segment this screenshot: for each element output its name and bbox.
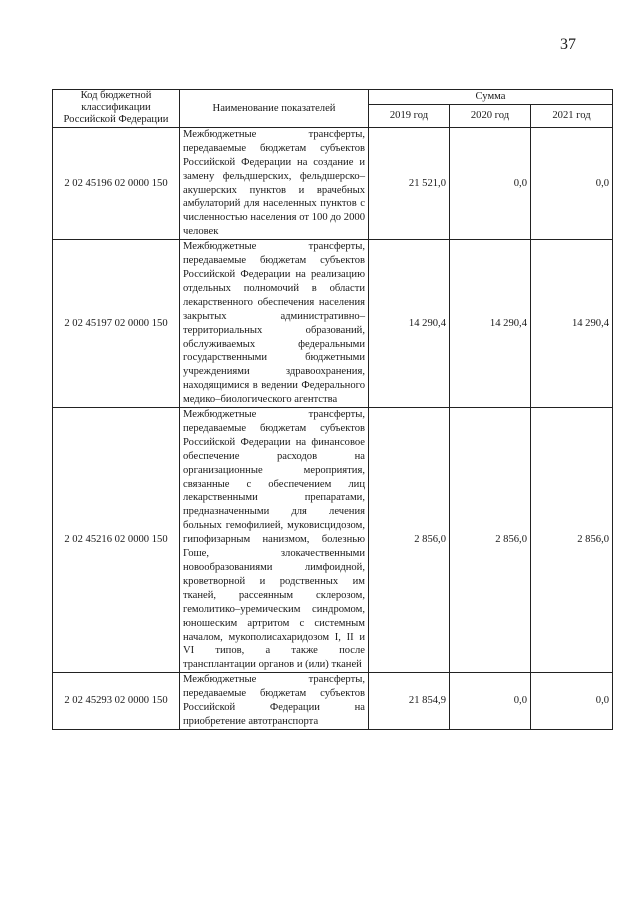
row-name: Межбюджетные трансферты, передаваемые бюджетам субъектов Российской Федерации на создание и замену фельдшерских, фельдшерско–акушерских пунктов и врачебных амбулаторий для населенных пунктов с численностью населения от 100 до 2000 человек [180,127,369,239]
row-name: Межбюджетные трансферты, передаваемые бюджетам субъектов Российской Федерации на реализацию отдельных полномочий в области лекарственного обеспечения населения закрытых административно–территориальных образований, обслуживаемых федеральными государственными бюджетными учреждениями здравоохранения, находящимися в ведении Федерального медико–биологического агентства [180,240,369,408]
row-value-2020: 14 290,4 [450,240,531,408]
row-value-2021: 2 856,0 [531,408,613,673]
row-value-2019: 14 290,4 [369,240,450,408]
page-number: 37 [560,36,576,53]
row-value-2021: 0,0 [531,673,613,730]
row-value-2019: 2 856,0 [369,408,450,673]
row-code: 2 02 45216 02 0000 150 [53,408,180,673]
row-name: Межбюджетные трансферты, передаваемые бюджетам субъектов Российской Федерации на финансовое обеспечение расходов на организационные мероприятия, связанные с обеспечением лиц лекарственными препаратами, предназначенными для лечения больных гемофилией, муковисцидозом, гипофизарным нанизмом, болезнью Гоше, злокачественными новообразованиями лимфоидной, кроветворной и родственных им тканей, рассеянным склерозом, гемолитико–уремическим синдромом, юношеским артритом с системным началом, мукополисахаридозом I, II и VI типов, а также после трансплантации органов и (или) тканей [180,408,369,673]
row-value-2020: 0,0 [450,673,531,730]
header-year-2021: 2021 год [531,104,613,127]
header-sum: Сумма [369,90,613,105]
table-row [53,240,613,408]
table-row [53,127,613,239]
row-value-2019: 21 521,0 [369,127,450,239]
header-name: Наименование показателей [180,90,369,128]
row-code: 2 02 45293 02 0000 150 [53,673,180,730]
row-value-2021: 0,0 [531,127,613,239]
row-code: 2 02 45197 02 0000 150 [53,240,180,408]
row-value-2021: 14 290,4 [531,240,613,408]
table-row [53,673,613,730]
table-header-row [53,90,613,105]
row-name: Межбюджетные трансферты, передаваемые бюджетам субъектов Российской Федерации на приобретение автотранспорта [180,673,369,730]
header-year-2019: 2019 год [369,104,450,127]
table-row [53,408,613,673]
row-code: 2 02 45196 02 0000 150 [53,127,180,239]
header-year-2020: 2020 год [450,104,531,127]
row-value-2019: 21 854,9 [369,673,450,730]
row-value-2020: 2 856,0 [450,408,531,673]
header-code: Код бюджетной классификации Российской Федерации [53,90,180,128]
row-value-2020: 0,0 [450,127,531,239]
budget-table [52,89,613,730]
